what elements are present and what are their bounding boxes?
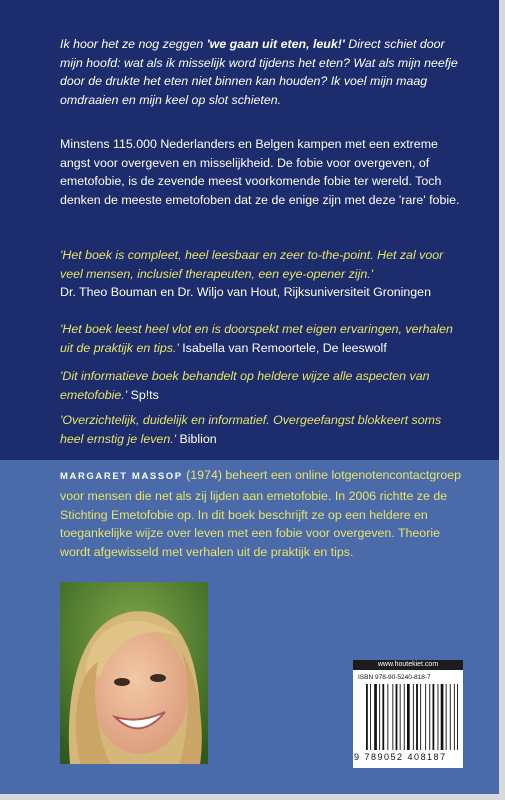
author-name: MARGARET MASSOP	[60, 471, 183, 482]
barcode-bar	[407, 684, 410, 750]
author-bio-text: (1974) beheert een online lotgenotencontactgroep voor mensen die net als zij lijden aan emetofobie. In 2006 richtte ze de Stichting Emetofobie op. In dit boek beschrijft ze op een heldere en toegankelijke wijze over leven met een fobie voor overgeven. Theorie wordt afgewisseld met verhalen uit de praktijk en tips.	[60, 468, 462, 560]
barcode-number: 9 789052 408187	[354, 752, 447, 762]
author-bio	[60, 466, 470, 562]
intro-text-1: Ik hoor het ze nog zeggen	[60, 37, 207, 51]
barcode-bar	[400, 684, 401, 750]
barcode-bar	[382, 684, 384, 750]
barcode-bar	[454, 684, 455, 750]
barcode-bar	[387, 684, 388, 750]
barcode-bar	[404, 684, 405, 750]
barcode-bar	[366, 684, 368, 750]
review-quote: 'Dit informatieve boek behandelt op heldere wijze alle aspecten van emetofobie.'	[60, 369, 430, 402]
barcode-bar	[425, 684, 426, 750]
barcode-bar	[433, 684, 435, 750]
review-source: Isabella van Remoortele, De leeswolf	[178, 340, 387, 355]
barcode-bar	[374, 684, 377, 750]
barcode-bar	[429, 684, 430, 750]
review-1	[60, 246, 465, 302]
isbn-label: ISBN 978-90-5240-818-7	[358, 674, 431, 681]
barcode-bar	[370, 684, 371, 750]
barcode-bar	[446, 684, 447, 750]
author-portrait-icon	[60, 582, 208, 764]
barcode-bar	[438, 684, 439, 750]
barcode-bar	[413, 684, 414, 750]
review-2	[60, 320, 465, 357]
intro-bold-quote: 'we gaan uit eten, leuk!'	[206, 37, 345, 51]
review-4	[60, 411, 465, 448]
barcode-bar	[441, 684, 444, 750]
barcode-bar	[457, 684, 458, 750]
barcode-bar	[416, 684, 418, 750]
review-source: Dr. Theo Bouman en Dr. Wiljo van Hout, Rijksuniversiteit Groningen	[60, 285, 431, 299]
barcode-bar	[379, 684, 380, 750]
review-source: Sp!ts	[127, 387, 159, 402]
description-paragraph: Minstens 115.000 Nederlanders en Belgen kampen met een extreme angst voor overgeven en misselijkheid. De fobie voor overgeven, of emetofobie, is de zevende meest voorkomende fobie ter wereld. Toch denken de meeste emetofoben dat ze de enige zijn met deze 'rare' fobie.	[60, 137, 460, 207]
author-portrait-drawing	[60, 582, 208, 764]
review-3	[60, 367, 465, 404]
review-quote: 'Het boek is compleet, heel leesbaar en zeer to-the-point. Het zal voor veel mensen, inclusief therapeuten, een eye-opener zijn.'	[60, 248, 444, 281]
intro-paragraph	[60, 35, 465, 109]
ean-barcode-icon	[366, 684, 458, 750]
intro-text-2: Direct schiet door mijn hoofd: wat als ik misselijk word tijdens het eten? Wat als mijn neefje door de drukte het eten niet binnen kan houden? Ik voel mijn maag omdraaien en mijn keel op slot schieten.	[60, 37, 458, 107]
review-quote: 'Overzichtelijk, duidelijk en informatief. Overgeefangst blokkeert soms heel ernstig je leven.'	[60, 413, 442, 446]
cover-edge-bottom	[0, 794, 505, 800]
barcode-bar	[392, 684, 393, 750]
publisher-url: www.houtekiet.com	[353, 660, 463, 670]
review-quote: 'Het boek leest heel vlot en is doorspekt met eigen ervaringen, verhalen uit de praktijk en tips.'	[60, 322, 453, 355]
barcode-bar	[450, 684, 451, 750]
barcode-bar	[420, 684, 421, 750]
review-source: Biblion	[176, 431, 217, 446]
cover-edge-right	[499, 0, 505, 800]
barcode-bar	[396, 684, 398, 750]
